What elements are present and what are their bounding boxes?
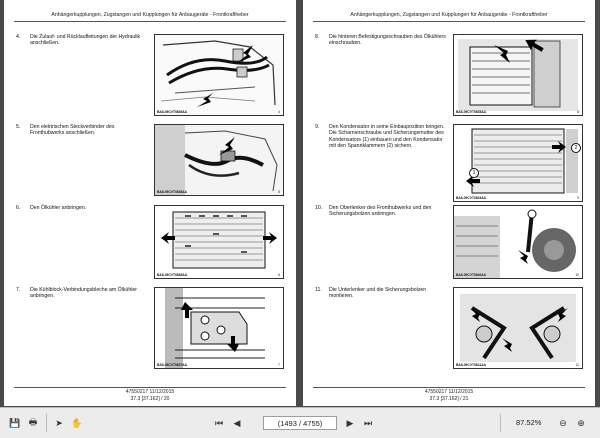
figure-code: BAIL09CVT0837AA (157, 363, 188, 367)
page-header: Anhängerkupplungen, Zugstangen und Kupplungen für Anbaugeräte - Frontkraftheber (51, 12, 249, 18)
header-rule (14, 21, 286, 22)
divider (46, 414, 47, 432)
step-text: Die Unterlenker und die Sicherungsbolzen montieren. (329, 287, 427, 300)
step-number: 6. (16, 205, 21, 211)
figure-number: 6 (278, 273, 280, 277)
figure-code: BAIL09CVT0840AA (456, 273, 487, 277)
cursor-icon[interactable]: ➤ (55, 417, 63, 428)
footer-rule (14, 387, 286, 388)
footer-page-number: 37.3 [37.162] / 21 (429, 396, 469, 402)
figure-electrical-connector (154, 124, 284, 196)
figure-hydraulic-lines (154, 34, 284, 116)
step-number: 10. (315, 205, 323, 211)
zoom-out-icon[interactable]: ⊖ (559, 417, 567, 428)
figure-lower-links (453, 287, 583, 369)
figure-number: 7 (278, 363, 280, 367)
zoom-level[interactable]: 87.52% (516, 418, 542, 427)
callout-1: 1 (469, 168, 479, 178)
step-text: Die Zulauf- und Rücklaufleitungen der Hydraulik anschließen. (30, 34, 141, 47)
figure-number: 4 (278, 110, 280, 114)
zoom-in-icon[interactable]: ⊕ (577, 417, 585, 428)
figure-cooler-screws (453, 34, 583, 116)
hand-icon[interactable]: ✋ (71, 417, 83, 428)
figure-code: BAIL09CVT0836AA (157, 273, 188, 277)
step-text: Den Ölkühler anbringen. (30, 205, 87, 211)
figure-number: 5 (278, 190, 280, 194)
figure-number: 11 (575, 363, 579, 367)
figure-oil-cooler (154, 205, 284, 279)
step-number: 4. (16, 34, 21, 40)
figure-condenser (453, 124, 583, 202)
first-page-icon[interactable]: ⏮ (214, 417, 224, 428)
step-number: 8. (315, 34, 320, 40)
figure-top-link (453, 205, 583, 279)
step-text: Den Oberlenker des Fronthubwerks und den Sicherungsbolzen anbringen. (329, 205, 432, 218)
step-text: Den Kondensator in seine Einbauposition bringen. Die Scharnierschraube und Sicherungsmutter des Kondensators (1) einbauen und den Kondensator mit den Spannklammern (2) sichern. (329, 124, 445, 150)
footer-doc-number: 47550217 11/12/2015 (424, 389, 474, 395)
figure-number: 9 (577, 196, 579, 200)
left-page (4, 0, 296, 406)
right-page (303, 0, 595, 406)
figure-code: BAIL09CVT0835AA (456, 110, 487, 114)
print-icon[interactable]: 🖶 (28, 417, 38, 427)
step-number: 5. (16, 124, 21, 130)
save-icon[interactable]: 💾 (9, 417, 21, 428)
status-bar (0, 407, 600, 438)
next-page-icon[interactable]: ▶ (346, 417, 354, 428)
footer-doc-number: 47550217 11/12/2015 (125, 389, 175, 395)
figure-cooler-brackets (154, 287, 284, 369)
callout-2: 2 (571, 143, 581, 153)
figure-code: BAIL09CVT0841AA (456, 363, 487, 367)
figure-number: 10 (575, 273, 579, 277)
step-number: 7. (16, 287, 21, 293)
page-header: Anhängerkupplungen, Zugstangen und Kupplungen für Anbaugeräte - Frontkraftheber (350, 12, 548, 18)
footer-rule (313, 387, 585, 388)
step-text: Die Kühlblock-Verbindungsbleche am Ölkühler anbringen. (30, 287, 137, 300)
prev-page-icon[interactable]: ◀ (233, 417, 241, 428)
header-rule (313, 21, 585, 22)
figure-code: BAIL09CVT0839AA (157, 110, 188, 114)
step-text: Den elektrischen Steckverbinder des Fronthubwerks anschließen. (30, 124, 115, 137)
figure-code: BAIL09CVT0834AA (456, 196, 487, 200)
page-number-field[interactable]: (1493 / 4755) (263, 416, 337, 430)
step-number: 11. (315, 287, 322, 293)
figure-code: BAIL09CVT0838AA (157, 190, 188, 194)
step-number: 9. (315, 124, 320, 130)
step-text: Die hinteren Befestigungsschrauben des Ölkühlers einschrauben. (329, 34, 446, 47)
divider (500, 414, 501, 432)
footer-page-number: 37.3 [37.162] / 20 (130, 396, 170, 402)
figure-number: 8 (577, 110, 579, 114)
last-page-icon[interactable]: ⏭ (363, 417, 373, 428)
